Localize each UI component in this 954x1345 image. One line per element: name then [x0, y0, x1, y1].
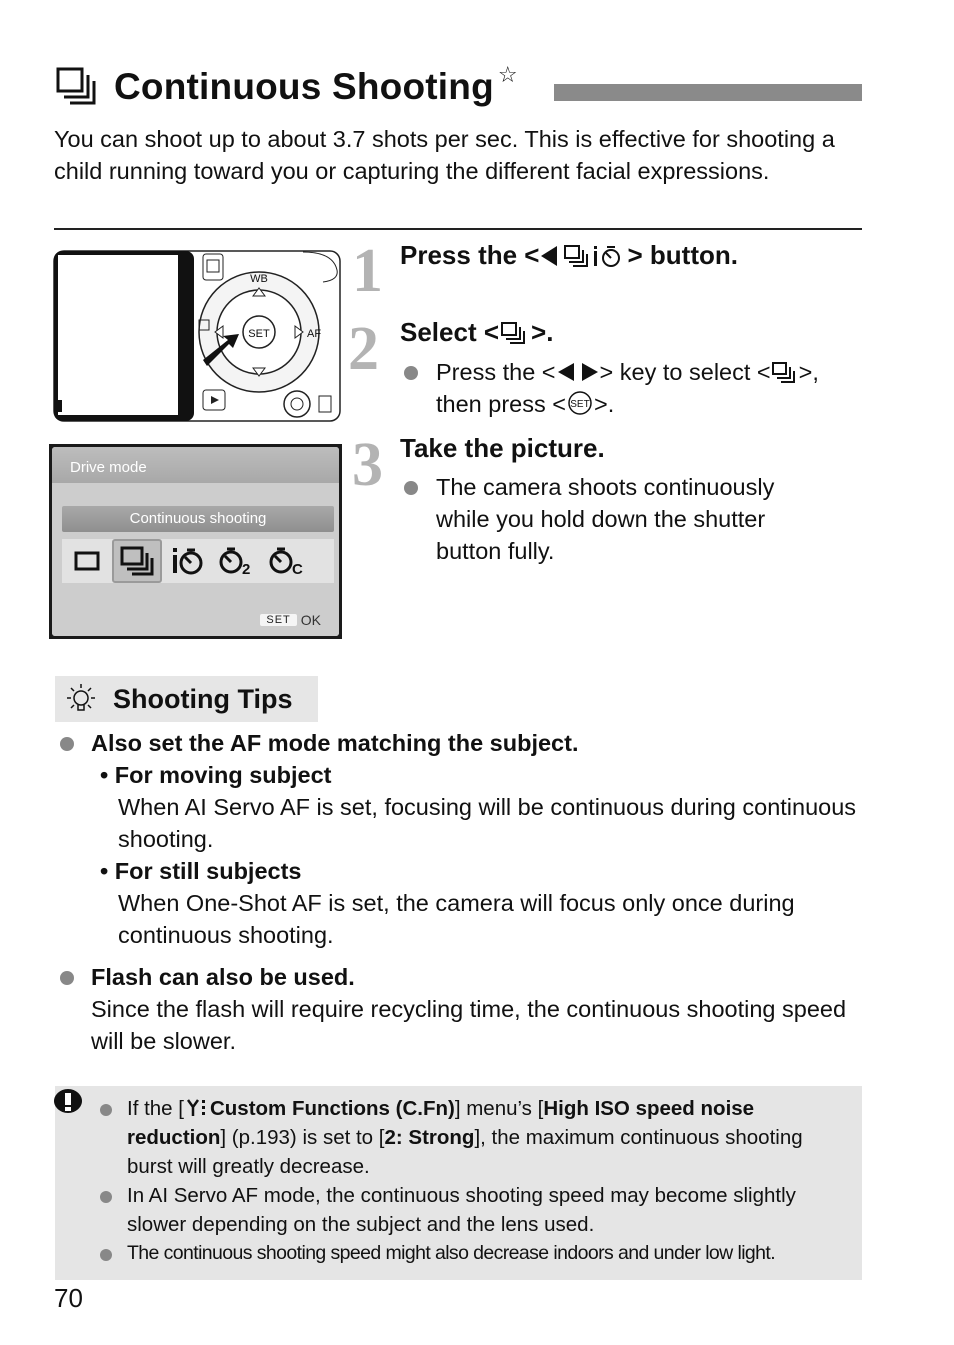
note-1-b: Custom Functions (C.Fn) — [209, 1097, 455, 1120]
camera-back-illustration — [53, 250, 341, 422]
bullet-dot — [404, 366, 418, 380]
lcd-set-tag: SET — [260, 614, 296, 626]
single-shooting-icon — [62, 539, 112, 583]
caution-note-2 — [100, 1181, 845, 1239]
tip-item-af-mode — [58, 727, 858, 951]
caution-icon — [52, 1087, 84, 1117]
step-number-2: 2 — [348, 315, 379, 383]
lcd-header: Drive mode — [52, 447, 339, 483]
caution-note-1 — [100, 1094, 845, 1181]
continuous-shooting-option-icon — [112, 539, 162, 583]
step-1-heading-pre: Press the < — [400, 240, 540, 270]
lcd-drive-options — [62, 539, 334, 583]
step-3-bullet — [404, 471, 824, 567]
bullet-dot — [404, 481, 418, 495]
note-1-e: ] (p.193) is set to [ — [220, 1126, 385, 1149]
page-title: Continuous Shooting — [114, 66, 494, 107]
note-1-g: ], the maximum continuous shooting burst will greatly decrease. — [127, 1126, 803, 1178]
lcd-ok: OK — [300, 612, 321, 628]
self-timer-2s-icon — [212, 539, 262, 583]
custom-functions-icon — [184, 1098, 210, 1118]
bullet-dot — [100, 1249, 112, 1261]
step-1-heading-post: > button. — [627, 240, 738, 270]
note-1-a: If the [ — [127, 1097, 184, 1120]
left-right-key-icon — [556, 361, 600, 383]
page-number: 70 — [54, 1283, 83, 1313]
lcd-mode-label: Continuous shooting — [62, 506, 334, 532]
tip-2-heading: Flash can also be used. — [91, 964, 355, 990]
set-label: SET — [248, 328, 270, 340]
drive-button-icon — [539, 243, 627, 269]
section-divider — [54, 228, 862, 230]
title-decoration-bar — [554, 84, 862, 101]
lcd-set-ok — [260, 612, 321, 628]
lightbulb-icon — [63, 682, 99, 716]
bullet-dot — [60, 971, 74, 985]
step-2-bullet — [404, 356, 859, 420]
tips-title: Shooting Tips — [113, 683, 293, 714]
wb-label: WB — [250, 273, 268, 285]
svg-text:SET: SET — [570, 399, 590, 410]
continuous-shooting-icon — [56, 67, 96, 107]
continuous-shooting-icon — [771, 361, 799, 383]
remote-self-timer-icon — [162, 539, 212, 583]
step-2-bullet-a: Press the < — [436, 359, 556, 385]
tip-1-heading: Also set the AF mode matching the subject. — [91, 730, 579, 756]
svg-text:C: C — [292, 561, 303, 576]
bullet-dot — [100, 1104, 112, 1116]
step-3-bullet-text: The camera shoots continuously while you hold down the shutter button fully. — [436, 474, 775, 564]
caution-note-3 — [100, 1239, 845, 1268]
note-1-f: 2: Strong — [384, 1126, 475, 1149]
step-1-heading — [400, 240, 738, 271]
step-2-heading — [400, 317, 553, 348]
step-number-1: 1 — [352, 237, 383, 305]
shooting-tips-header — [55, 676, 318, 722]
continuous-shooting-icon — [499, 320, 531, 346]
bullet-dot — [60, 737, 74, 751]
bullet-dot — [100, 1191, 112, 1203]
lcd-drive-mode-screen — [49, 444, 342, 639]
set-button-icon — [566, 391, 594, 415]
step-2-bullet-d: then press < — [436, 391, 566, 417]
step-2-bullet-c: >, — [798, 359, 819, 385]
af-label: AF — [307, 328, 322, 340]
step-3-heading: Take the picture. — [400, 433, 605, 463]
note-2-text: In AI Servo AF mode, the continuous shooting speed may become slightly slower depending on the subject and the lens used. — [127, 1184, 796, 1236]
advanced-star-icon: ☆ — [497, 62, 518, 87]
step-2-bullet-e: >. — [593, 391, 615, 417]
tip-2-text: Since the flash will require recycling time, the continuous shooting speed will be slower. — [91, 996, 847, 1054]
note-1-c: ] menu’s [ — [454, 1097, 544, 1120]
note-1-d: High ISO speed noise reduction — [127, 1097, 755, 1149]
note-3-text: The continuous shooting speed might also decrease indoors and under low light. — [127, 1242, 776, 1264]
step-2-heading-pre: Select < — [400, 317, 500, 347]
title-row — [56, 62, 518, 112]
self-timer-continuous-icon — [262, 539, 312, 583]
intro-paragraph: You can shoot up to about 3.7 shots per sec. This is effective for shooting a child running toward you or capturing the different facial expressions. — [54, 126, 835, 184]
tip-1-sub1-heading: • For moving subject — [100, 762, 332, 788]
tip-1-sub2-heading: • For still subjects — [100, 858, 302, 884]
tip-1-sub2-text: When One-Shot AF is set, the camera will focus only once during continuous shooting. — [118, 890, 795, 948]
tip-item-flash — [58, 961, 858, 1057]
svg-text:2: 2 — [242, 561, 251, 576]
step-2-heading-post: >. — [531, 317, 554, 347]
step-number-3: 3 — [352, 431, 383, 499]
step-2-bullet-b: > key to select < — [599, 359, 771, 385]
tip-1-sub1-text: When AI Servo AF is set, focusing will be continuous during continuous shooting. — [118, 794, 857, 852]
